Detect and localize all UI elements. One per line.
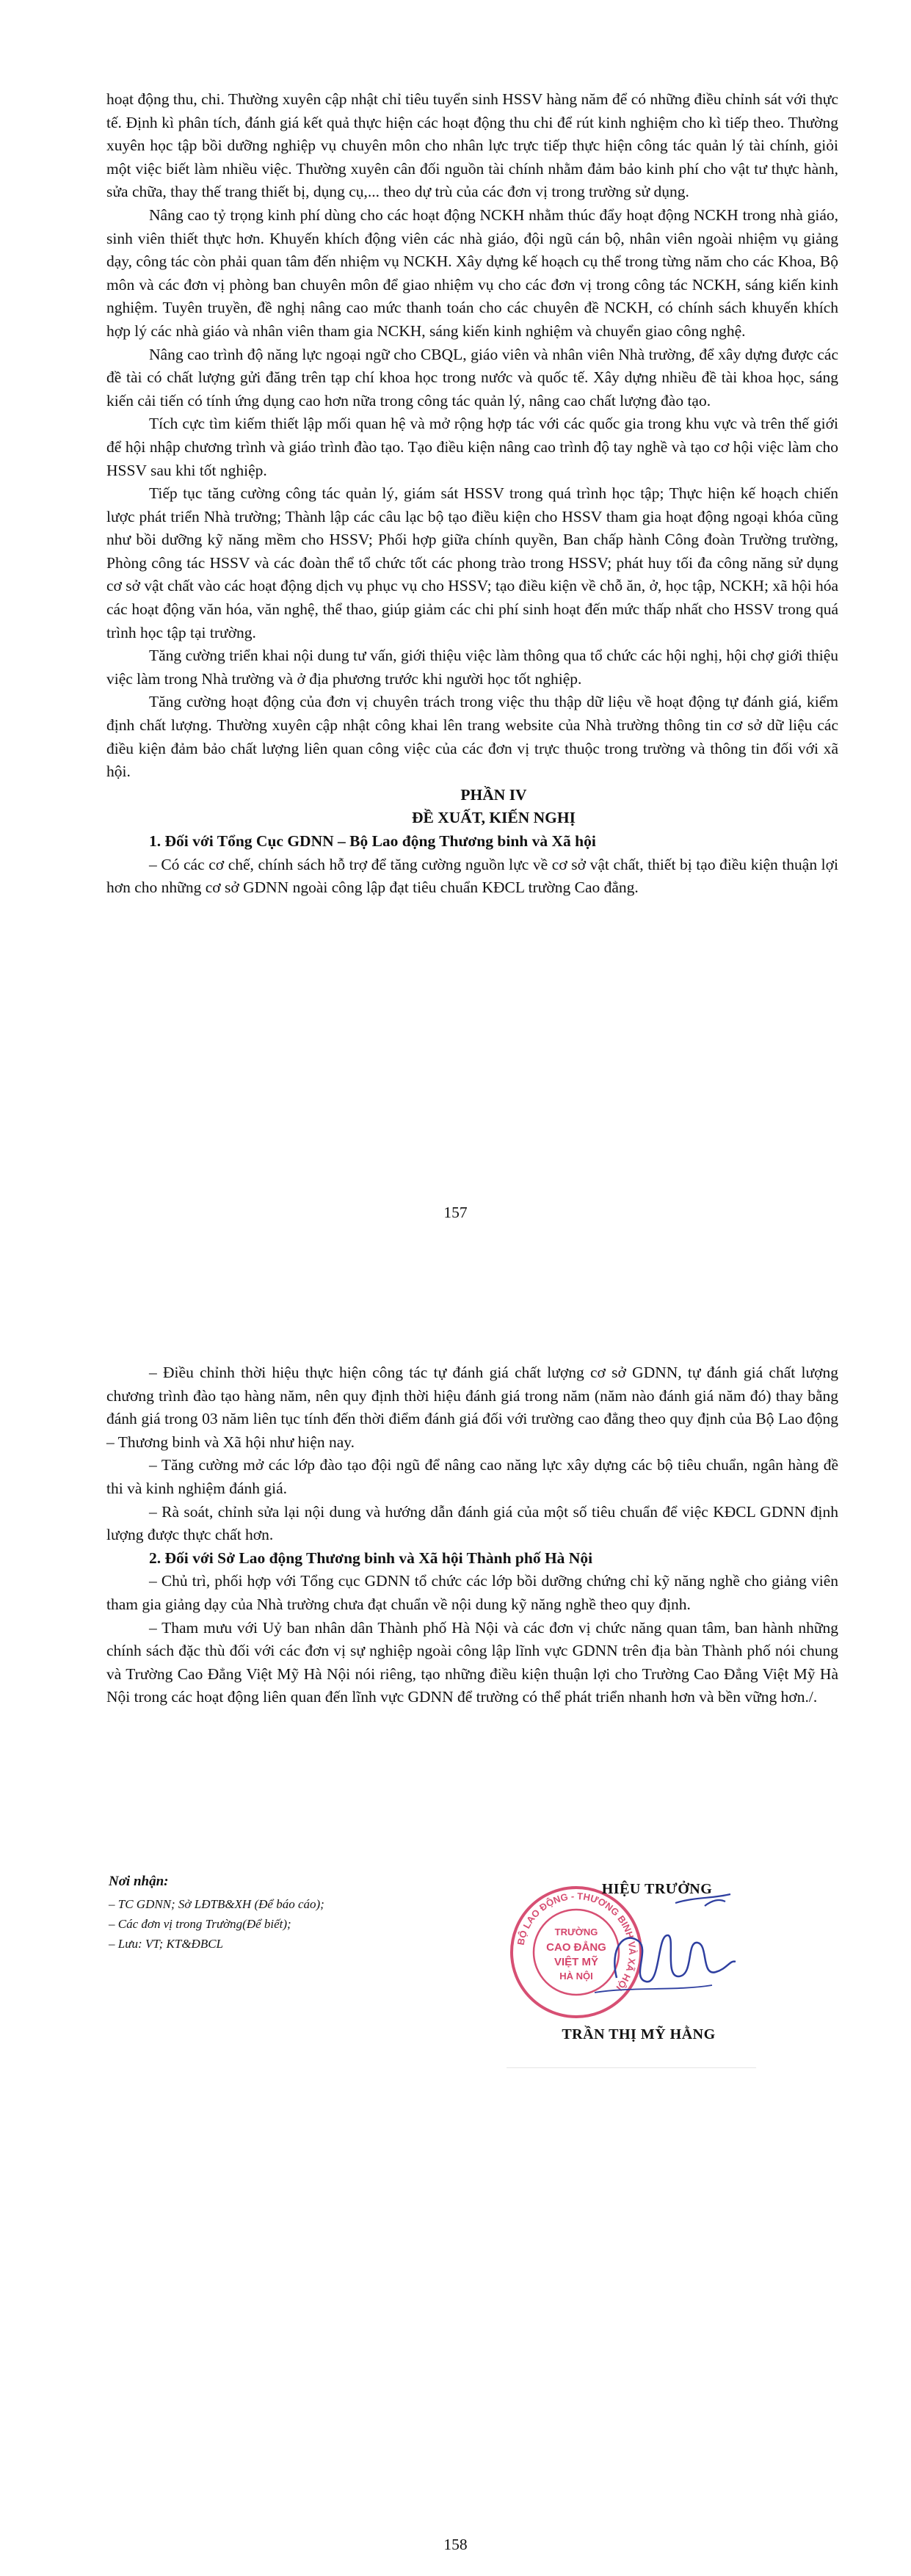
signer-name: TRẦN THỊ MỸ HẰNG — [562, 2026, 716, 2042]
recipient-item: – Lưu: VT; KT&ĐBCL — [109, 1937, 224, 1951]
seal-center-line: TRƯỜNG — [554, 1926, 598, 1938]
paragraph: – Có các cơ chế, chính sách hỗ trợ để tăng cường nguồn lực về cơ sở vật chất, thiết bị tạo điều kiện thuận lợi hơn cho những cơ sở GDNN ngoài công lập đạt tiêu chuẩn KĐCL trường Cao đẳng. — [106, 855, 838, 897]
paragraph: Nâng cao tỷ trọng kinh phí dùng cho các hoạt động NCKH nhằm thúc đẩy hoạt động NCKH trong nhà giáo, sinh viên thiết thực hơn. Khuyến khích động viên các nhà giáo, đội ngũ cán bộ, nhân viên ngoài nhiệm vụ giảng dạy, công tác còn phải quan tâm đến nhiệm vụ NCKH. Xây dựng kế hoạch cụ thể trong từng năm cho các Khoa, Bộ môn và các đơn vị phòng ban chuyên môn để giao nhiệm vụ cho các đơn vị trong công tác NCKH, sáng kiến kinh nghiệm. Tuyên truyền, đề nghị nâng cao mức thanh toán cho các chuyên đề NCKH, có chính sách khuyến khích hợp lý các nhà giáo và nhân viên tham gia NCKH, sáng kiến kinh nghiệm và chuyển giao công nghệ. — [106, 205, 838, 340]
paragraph: – Điều chỉnh thời hiệu thực hiện công tác tự đánh giá chất lượng cơ sở GDNN, tự đánh giá chất lượng chương trình đào tạo hàng năm, nên quy định thời hiệu đánh giá trong năm (năm nào đánh giá năm đó) thay bằng đánh giá trong 03 năm liên tục tính đến thời điểm đánh giá đối với trường cao đẳng theo quy định của Bộ Lao động – Thương binh và Xã hội như hiện nay. — [106, 1364, 838, 1451]
section-heading: 1. Đối với Tổng Cục GDNN – Bộ Lao động Thương binh và Xã hội — [149, 832, 596, 850]
paragraph: Tích cực tìm kiếm thiết lập mối quan hệ và mở rộng hợp tác với các quốc gia trong khu vực và trên thế giới để hội nhập chương trình và giáo trình đào tạo. Tạo điều kiện nâng cao trình độ tay nghề và tạo cơ hội việc làm cho HSSV sau khi tốt nghiệp. — [106, 415, 838, 479]
signature-title: HIỆU TRƯỞNG — [601, 1881, 713, 1897]
recipients-title: Nơi nhận: — [109, 1874, 169, 1889]
recipient-item: – TC GDNN; Sở LĐTB&XH (Để báo cáo); — [109, 1897, 324, 1911]
section-title: PHẦN IV — [460, 785, 527, 804]
paragraph: hoạt động thu, chi. Thường xuyên cập nhật chỉ tiêu tuyển sinh HSSV hàng năm để có những điều chỉnh sát với thực tế. Định kì phân tích, đánh giá kết quả thực hiện các hoạt động thu chi để rút kinh nghiệm cho kì tiếp theo. Thường xuyên học tập bồi dưỡng nghiệp vụ chuyên môn cho nhân lực trực tiếp thực hiện công tác quản lý tài chính, giỏi một việc biết làm nhiều việc. Thường xuyên cân đối nguồn tài chính nhằm đảm bảo kinh phí cho vật tư thực hành, sửa chữa, thay thế trang thiết bị, dụng cụ,... theo dự trù của các đơn vị trong trường sử dụng. — [106, 90, 838, 201]
seal-center-line: VIỆT MỸ — [554, 1956, 599, 1968]
paragraph: – Tham mưu với Uỷ ban nhân dân Thành phố Hà Nội và các đơn vị chức năng quan tâm, ban hành những chính sách đặc thù đối với các đơn vị sự nghiệp ngoài công lập lĩnh vực GDNN trên địa bàn Thành phố nói chung và Trường Cao Đẳng Việt Mỹ Hà Nội nói riêng, tạo những điều kiện thuận lợi cho Trường Cao Đẳng Việt Mỹ Hà Nội trong các hoạt động liên quan đến lĩnh vực GDNN để trường có thể phát triển nhanh hơn và bền vững hơn./. — [106, 1618, 838, 1706]
paragraph: – Chủ trì, phối hợp với Tổng cục GDNN tổ chức các lớp bồi dưỡng chứng chỉ kỹ năng nghề cho giảng viên tham gia giảng dạy của Nhà trường chưa đạt chuẩn về nội dung kỹ năng nghề theo quy định. — [106, 1572, 838, 1613]
section-heading: 2. Đối với Sở Lao động Thương binh và Xã hội Thành phố Hà Nội — [149, 1549, 593, 1567]
paragraph: – Rà soát, chỉnh sửa lại nội dung và hướng dẫn đánh giá của một số tiêu chuẩn để việc KĐCL GDNN định lượng được thực chất hơn. — [106, 1502, 838, 1544]
seal-center-line: CAO ĐẲNG — [546, 1941, 606, 1954]
handwritten-signature-icon — [565, 1890, 741, 2015]
section-title: ĐỀ XUẤT, KIẾN NGHỊ — [412, 809, 576, 827]
paragraph: Tăng cường triển khai nội dung tư vấn, giới thiệu việc làm thông qua tổ chức các hội nghị, hội chợ giới thiệu việc làm trong Nhà trường và ở địa phương trước khi người học tốt nghiệp. — [106, 647, 838, 688]
page-157-body — [106, 88, 838, 900]
paragraph: Tiếp tục tăng cường công tác quản lý, giám sát HSSV trong quá trình học tập; Thực hiện kế hoạch chiến lược phát triển Nhà trường; Thành lập các câu lạc bộ tạo điều kiện cho HSSV tham gia hoạt động ngoại khóa cũng như bồi dưỡng kỹ năng mềm cho HSSV; Phối hợp giữa chính quyền, Ban chấp hành Công đoàn Trường trường, Phòng công tác HSSV và các đoàn thể tổ chức tốt các phong trào trong HSSV; phát huy tối đa công năng sử dụng cơ sở vật chất vào các hoạt động dịch vụ phục vụ cho HSSV; tạo điều kiện về chỗ ăn, ở, học tập, NCKH; xã hội hóa các hoạt động văn hóa, văn nghệ, thể thao, giúp giảm các chi phí sinh hoạt đến mức thấp nhất cho HSSV trong quá trình học tập tại trường. — [106, 484, 838, 641]
page-158-body — [106, 1361, 838, 1709]
seal-center-line: HÀ NỘI — [559, 1971, 593, 1982]
page-158 — [0, 1288, 911, 2576]
recipients-block — [109, 1871, 417, 1954]
paragraph: Tăng cường hoạt động của đơn vị chuyên trách trong việc thu thập dữ liệu về hoạt động tự đánh giá, kiểm định chất lượng. Thường xuyên cập nhật công khai lên trang website của Nhà trường thông tin cơ sở dữ liệu các điều kiện đảm bảo chất lượng liên quan công việc của các đơn vị trực thuộc trong trường và thông tin đối với xã hội. — [106, 693, 838, 781]
paragraph: – Tăng cường mở các lớp đào tạo đội ngũ để nâng cao năng lực xây dựng các bộ tiêu chuẩn, ngân hàng đề thi và kinh nghiệm đánh giá. — [106, 1456, 838, 1497]
recipient-item: – Các đơn vị trong Trường(Để biết); — [109, 1917, 291, 1931]
signature-block — [470, 1875, 778, 2042]
signature-divider — [507, 2067, 756, 2068]
seal-ring-text: BỘ LAO ĐỘNG - THƯƠNG BINH VÀ XÃ HỘI — [515, 1890, 639, 1993]
page-number: 158 — [443, 2536, 468, 2553]
page-number: 157 — [443, 1204, 468, 1221]
paragraph: Nâng cao trình độ năng lực ngoại ngữ cho CBQL, giáo viên và nhân viên Nhà trường, để xây dựng được các đề tài có chất lượng gửi đăng trên tạp chí khoa học trong nước và quốc tế. Xây dựng nhiều đề tài khoa học, sáng kiến cải tiến có tính ứng dụng cao hơn nữa trong công tác quản lý, nâng cao chất lượng đào tạo. — [106, 345, 838, 410]
